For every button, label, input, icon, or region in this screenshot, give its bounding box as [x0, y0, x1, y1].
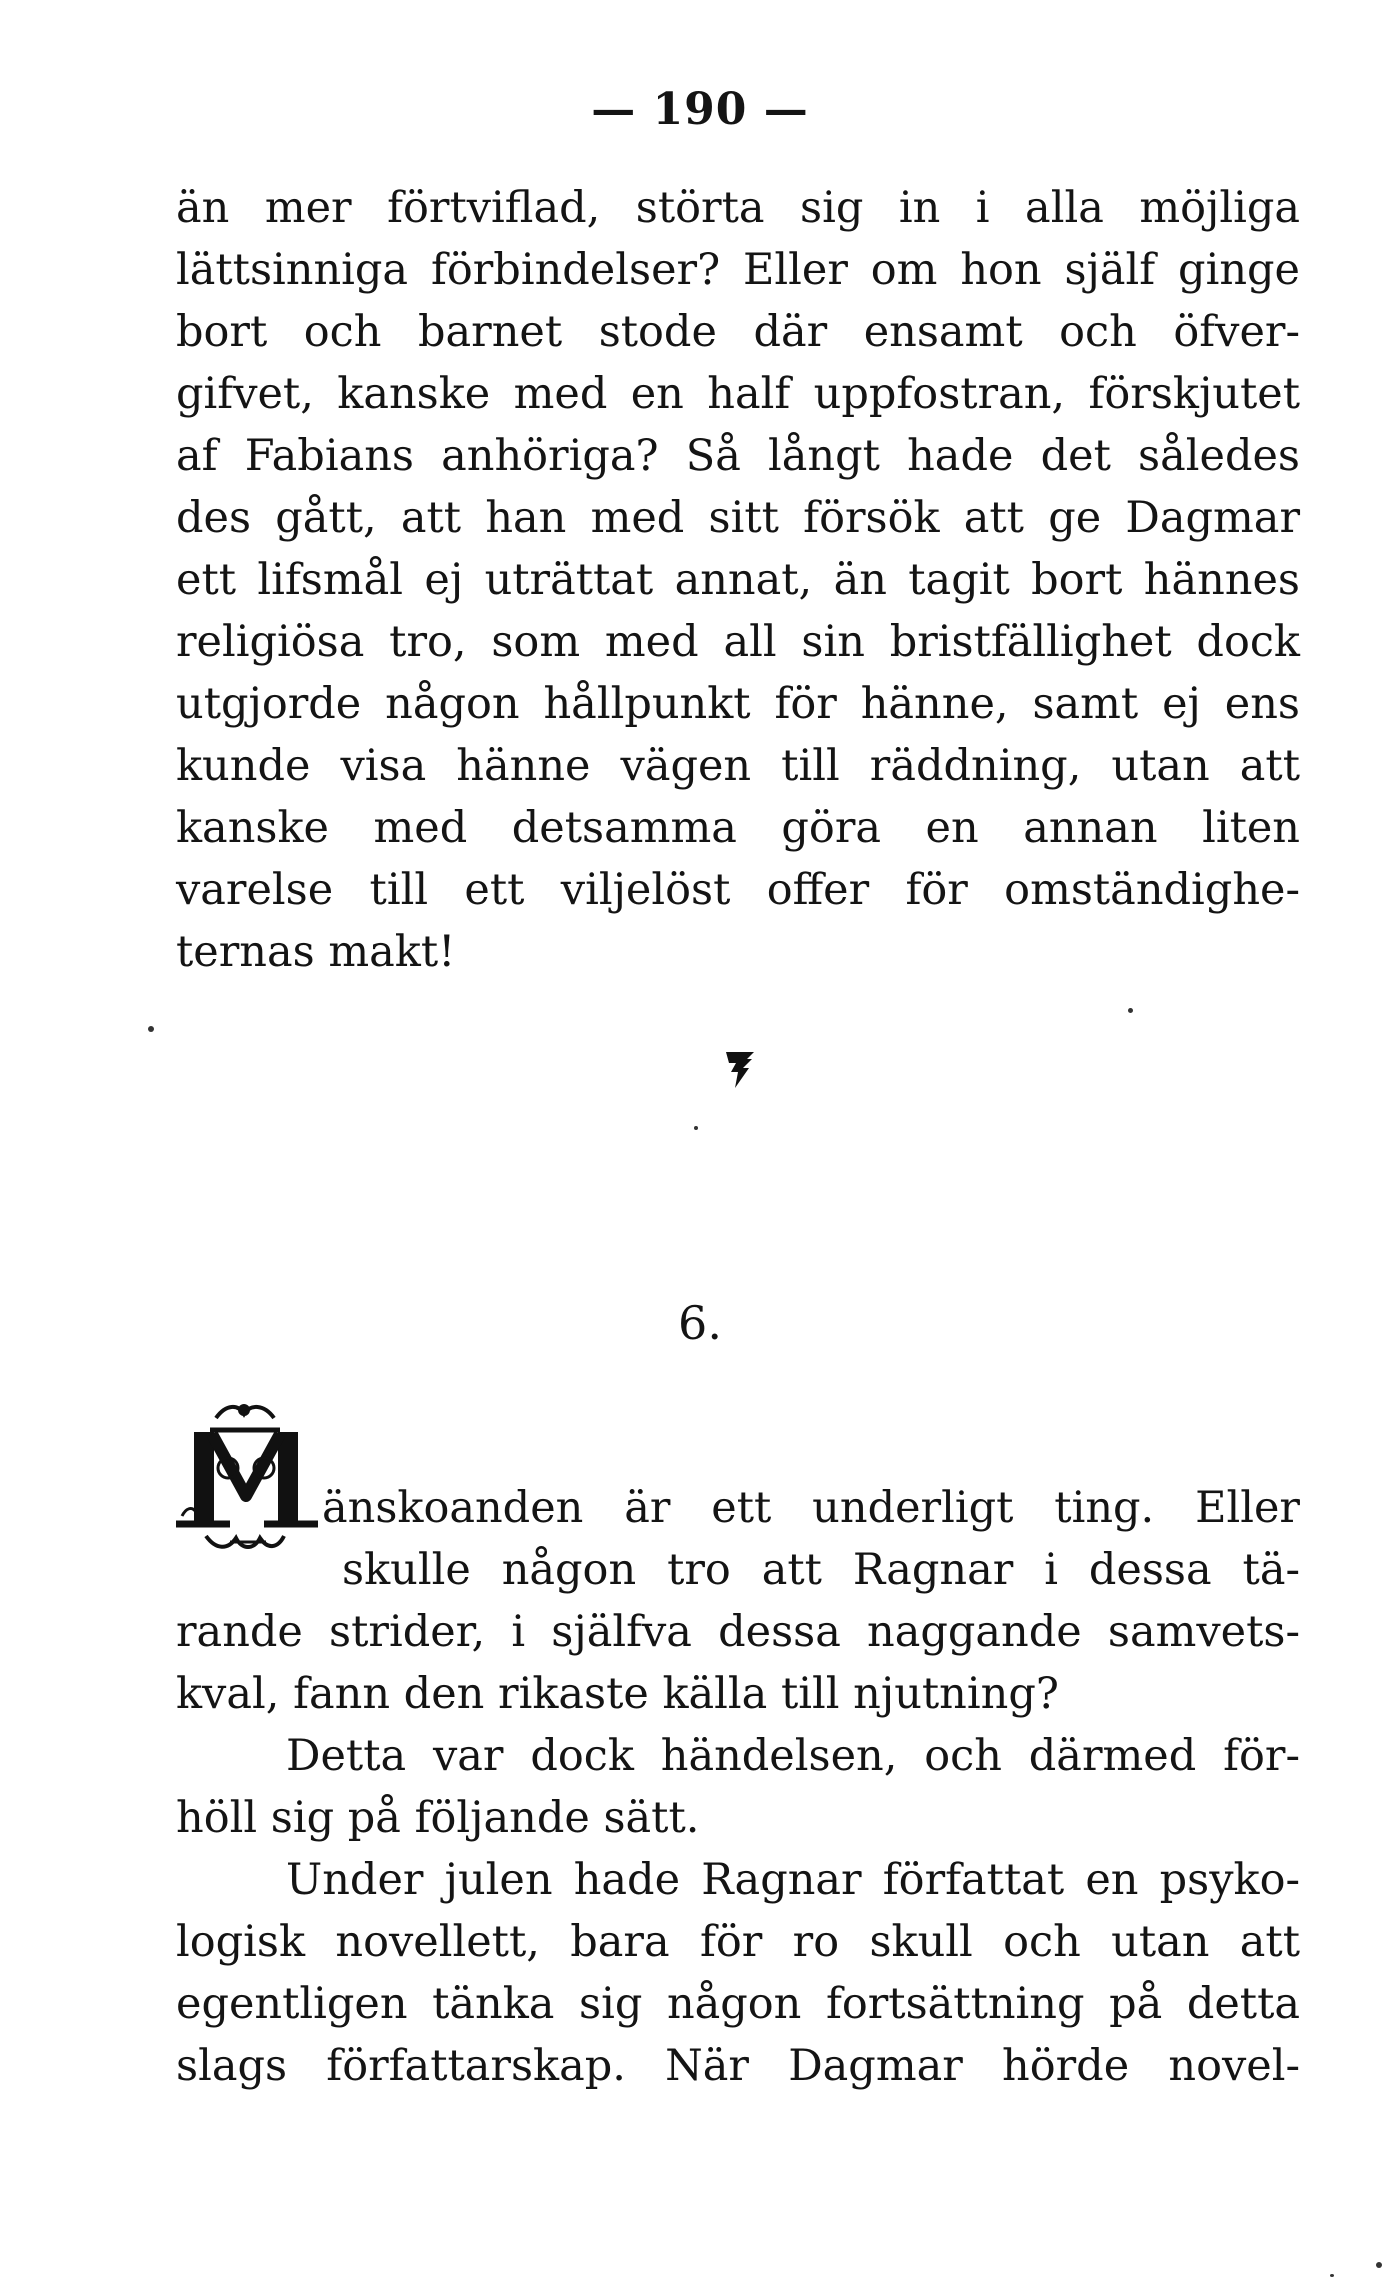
scan-speck	[1330, 2274, 1334, 2277]
text-line: lättsinniga förbindelser? Eller om hon själf ginge	[176, 245, 1300, 295]
text-line: höll sig på följande sätt.	[176, 1793, 700, 1843]
text-line: kanske med detsamma göra en annan liten	[176, 803, 1300, 853]
text-line: än mer förtviflad, störta sig in i alla möjliga	[176, 183, 1300, 233]
text-line: ett lifsmål ej uträttat annat, än tagit bort hännes	[176, 555, 1300, 605]
text-line: kunde visa hänne vägen till räddning, utan att	[176, 741, 1300, 791]
scan-speck	[1128, 1008, 1133, 1013]
text-line: logisk novellett, bara för ro skull och utan att	[176, 1917, 1300, 1967]
text-line: varelse till ett viljelöst offer för omständighe-	[176, 865, 1300, 915]
text-line: utgjorde någon hållpunkt för hänne, samt ej ens	[176, 679, 1300, 729]
text-line: ternas makt!	[176, 927, 456, 977]
page-number: — 190 —	[591, 84, 809, 135]
text-line: skulle någon tro att Ragnar i dessa tä-	[342, 1545, 1300, 1595]
text-line: bort och barnet stode där ensamt och öfver-	[176, 307, 1300, 357]
text-line: Detta var dock händelsen, och därmed för-	[286, 1731, 1300, 1781]
text-line: egentligen tänka sig någon fortsättning på detta	[176, 1979, 1300, 2029]
text-line: slags författarskap. När Dagmar hörde novel-	[176, 2041, 1300, 2091]
text-line: Under julen hade Ragnar författat en psyko-	[286, 1855, 1300, 1905]
text-line: des gått, att han med sitt försök att ge Dagmar	[176, 493, 1300, 543]
chapter-number: 6.	[678, 1296, 722, 1350]
scan-speck	[148, 1026, 154, 1032]
text-line: rande strider, i själfva dessa naggande samvets-	[176, 1607, 1300, 1657]
dropcap-m-icon	[172, 1400, 320, 1558]
scan-speck	[694, 1126, 698, 1130]
text-line: änskoanden är ett underligt ting. Eller	[322, 1483, 1300, 1533]
text-line: kval, fann den rikaste källa till njutning?	[176, 1669, 1059, 1719]
text-line: gifvet, kanske med en half uppfostran, förskjutet	[176, 369, 1300, 419]
scan-speck	[1376, 2262, 1382, 2268]
text-line: af Fabians anhöriga? Så långt hade det således	[176, 431, 1300, 481]
fleuron-icon	[723, 1050, 757, 1090]
text-line: religiösa tro, som med all sin bristfällighet dock	[176, 617, 1300, 667]
